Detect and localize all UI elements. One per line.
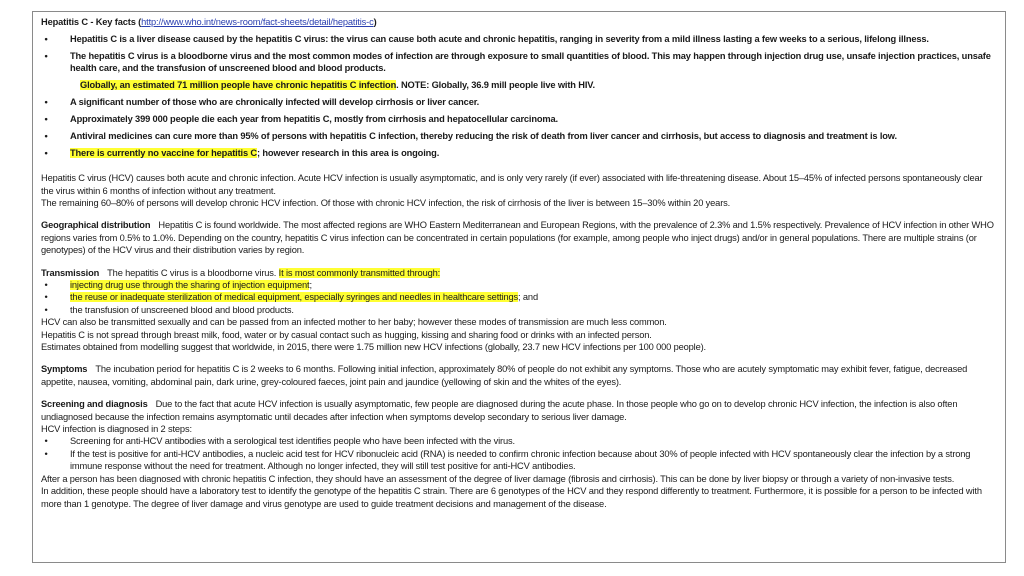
key-fact-item	[41, 96, 995, 108]
section-text: Due to the fact that acute HCV infection is usually asymptomatic, few people are diagnosed during the acute phase. In those people who go on to develop chronic HCV infection, the infection is also often undiagnosed because the infection remains asymptomatic until decades after infection when symptoms develop secondary to serious liver damage.	[41, 399, 958, 422]
bullet-icon: •	[44, 304, 48, 315]
key-fact-item	[41, 130, 995, 142]
transmission-list	[41, 279, 995, 316]
section-paragraph: HCV can also be transmitted sexually and can be passed from an infected mother to her baby; however these modes of transmission are much less common.	[41, 317, 667, 328]
highlighted-text: It is most commonly transmitted through:	[278, 267, 441, 278]
intro-section	[41, 172, 995, 209]
list-item	[41, 448, 995, 473]
symptoms-section	[41, 363, 995, 388]
screening-steps-list	[41, 435, 995, 472]
key-fact-text: . NOTE: Globally, 36.9 mill people live with HIV.	[396, 80, 595, 91]
bullet-icon: •	[44, 33, 48, 44]
bullet-icon: •	[44, 130, 48, 141]
bullet-icon: •	[44, 448, 48, 459]
section-text: Hepatitis C is found worldwide. The most affected regions are WHO Eastern Mediterranean and European Regions, with the prevalence of 2.3% and 1.5% respectively. Prevalence of HCV infection in other WHO regions varies from 0.5% to 1.0%. Depending on the country, hepatitis C virus infection can be concentrated in certain populations (for example, among people who inject drugs) and/or in general populations. There are multiple strains (or genotypes) of the HCV virus and their distribution varies by region.	[41, 220, 994, 256]
list-item-text: ;	[309, 280, 312, 290]
section-paragraph: After a person has been diagnosed with chronic hepatitis C infection, they should have an assessment of the degree of liver damage (fibrosis and cirrhosis). This can be done by liver biopsy or through a variety of non-invasive tests.	[41, 473, 955, 484]
section-text: The incubation period for hepatitis C is 2 weeks to 6 months. Following initial infection, approximately 80% of people do not exhibit any symptoms. Those who are acutely symptomatic may exhibit fever, fatigue, decreased appetite, nausea, vomiting, abdominal pain, dark urine, grey-coloured faeces, joint pain and jaundice (yellowing of skin and the whites of the eyes).	[41, 364, 968, 387]
transmission-section	[41, 267, 995, 354]
title-close-paren: )	[373, 17, 377, 27]
section-paragraph: In addition, these people should have a laboratory test to identify the genotype of the hepatitis C strain. There are 6 genotypes of the HCV and they respond differently to treatment. Furthermore, it is possible for a person to be infected with more than 1 genotype. The degree of liver damage and virus genotype are used to guide treatment decisions and management of the disease.	[41, 486, 982, 509]
intro-paragraph: The remaining 60–80% of persons will develop chronic HCV infection. Of those with chronic HCV infection, the risk of cirrhosis of the liver is between 15–30% within 20 years.	[41, 197, 731, 208]
key-fact-item	[41, 33, 995, 45]
section-paragraph: Hepatitis C is not spread through breast milk, food, water or by casual contact such as hugging, kissing and sharing food or drinks with an infected person.	[41, 329, 652, 340]
bullet-icon: •	[44, 113, 48, 124]
bullet-icon: •	[44, 50, 48, 61]
title-label: Hepatitis C - Key facts	[41, 17, 136, 27]
key-facts-list	[41, 33, 995, 159]
section-heading: Screening and diagnosis	[41, 399, 148, 410]
page-title	[41, 16, 995, 28]
intro-paragraph: Hepatitis C virus (HCV) causes both acute and chronic infection. Acute HCV infection is usually asymptomatic, and is only very rarely (if ever) associated with life-threatening disease. About 15–45% of infected persons spontaneously clear the virus within 6 months of infection without any treatment.	[41, 173, 983, 196]
list-item-text: Screening for anti-HCV antibodies with a serological test identifies people who have been infected with the virus.	[70, 436, 515, 447]
key-fact-text: ; however research in this area is ongoing.	[257, 147, 440, 158]
highlighted-text: Globally, an estimated 71 million people have chronic hepatitis C infection	[80, 80, 397, 91]
key-fact-text: Hepatitis C is a liver disease caused by the hepatitis C virus: the virus can cause both acute and chronic hepatitis, ranging in severity from a mild illness lasting a few weeks to a serious, lifelong illness.	[70, 33, 929, 44]
key-fact-text: A significant number of those who are chronically infected will develop cirrhosis or liver cancer.	[70, 97, 480, 108]
section-text: The hepatitis C virus is a bloodborne virus.	[107, 267, 279, 278]
title-open-paren: (	[135, 17, 142, 27]
section-heading: Transmission	[41, 267, 100, 278]
highlighted-text: injecting drug use through the sharing of injection equipment	[70, 280, 310, 290]
list-item	[41, 304, 995, 316]
key-fact-text: Antiviral medicines can cure more than 95% of persons with hepatitis C infection, thereby reducing the risk of death from liver cancer and cirrhosis, but access to diagnosis and treatment is low.	[70, 130, 897, 141]
key-fact-text: The hepatitis C virus is a bloodborne virus and the most common modes of infection are through exposure to small quantities of blood. This may happen through injection drug use, unsafe injection practices, unsafe health care, and the transfusion of unscreened blood and blood products.	[70, 50, 991, 74]
key-fact-item	[41, 113, 995, 125]
bullet-icon: •	[44, 280, 48, 290]
key-fact-subitem	[41, 79, 995, 91]
list-item	[41, 435, 995, 447]
bullet-icon: •	[44, 292, 48, 303]
key-fact-text: Approximately 399 000 people die each year from hepatitis C, mostly from cirrhosis and hepatocellular carcinoma.	[70, 113, 558, 124]
source-link[interactable]: http://www.who.int/news-room/fact-sheets/detail/hepatitis-c	[141, 17, 374, 27]
bullet-icon: •	[44, 97, 48, 108]
section-paragraph: HCV infection is diagnosed in 2 steps:	[41, 424, 192, 435]
screening-section	[41, 398, 995, 510]
list-item-text: If the test is positive for anti-HCV antibodies, a nucleic acid test for HCV ribonucleic acid (RNA) is needed to confirm chronic infection because about 30% of people infected with HCV spontaneously clear the infection by a strong immune response without the need for treatment. Although no longer infected, they will still test positive for anti-HCV antibodies.	[70, 448, 971, 472]
highlighted-text: the reuse or inadequate sterilization of medical equipment, especially syringes and needles in healthcare settings	[70, 292, 519, 303]
geography-section	[41, 219, 995, 256]
list-item	[41, 291, 995, 303]
list-item-text: ; and	[518, 292, 538, 303]
fact-sheet-document	[32, 11, 1006, 563]
list-item	[41, 279, 995, 291]
bullet-icon: •	[44, 436, 48, 447]
bullet-icon: •	[44, 147, 48, 158]
list-item-text: the transfusion of unscreened blood and blood products.	[70, 304, 294, 315]
section-heading: Geographical distribution	[41, 220, 151, 231]
key-fact-item	[41, 147, 995, 159]
highlighted-text: There is currently no vaccine for hepatitis C	[70, 147, 257, 158]
section-paragraph: Estimates obtained from modelling suggest that worldwide, in 2015, there were 1.75 million new HCV infections (globally, 23.7 new HCV infections per 100 000 people).	[41, 342, 706, 353]
section-heading: Symptoms	[41, 364, 88, 375]
key-fact-item	[41, 50, 995, 75]
